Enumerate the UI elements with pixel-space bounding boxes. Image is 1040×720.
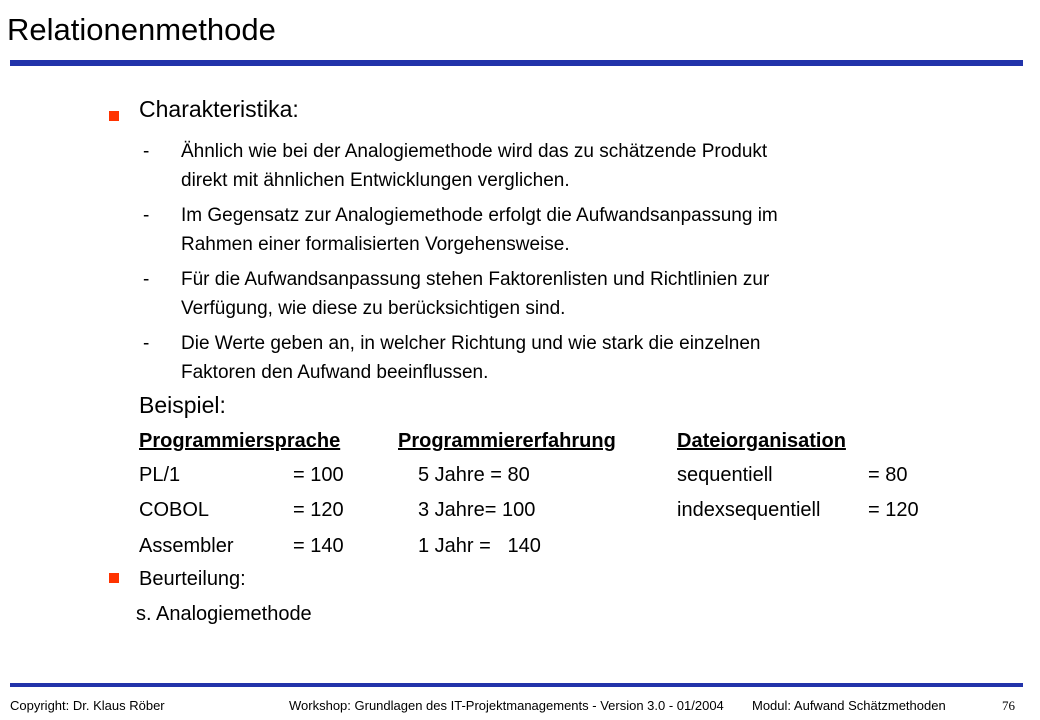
page-number: 76: [1002, 698, 1015, 713]
list-item-line: Faktoren den Aufwand beeinflussen.: [181, 362, 489, 383]
footer-module: Modul: Aufwand Schätzmethoden: [752, 698, 946, 713]
table-cell: = 80: [868, 464, 908, 486]
footer-copyright: Copyright: Dr. Klaus Röber: [10, 698, 165, 713]
footer-bar: [10, 683, 1023, 687]
characteristics-heading: Charakteristika:: [139, 96, 299, 122]
table-cell: 3 Jahre= 100: [418, 499, 536, 521]
list-item-line: Verfügung, wie diese zu berücksichtigen sind.: [181, 298, 566, 319]
list-item: [143, 265, 1003, 323]
list-item: [143, 201, 1003, 259]
table-header: Dateiorganisation: [677, 430, 846, 452]
table-cell: PL/1: [139, 464, 181, 486]
dash-marker: -: [143, 141, 150, 162]
bullet-square-icon: [109, 111, 119, 121]
slide-title: Relationenmethode: [7, 12, 276, 47]
evaluation-text: s. Analogiemethode: [136, 603, 312, 625]
table-cell: = 100: [293, 464, 344, 486]
list-item-line: Für die Aufwandsanpassung stehen Faktorenlisten und Richtlinien zur: [181, 269, 770, 290]
characteristics-list: [143, 137, 1003, 393]
list-item-line: Rahmen einer formalisierten Vorgehensweise.: [181, 234, 570, 255]
table-cell: 1 Jahr = 140: [418, 535, 541, 557]
table-cell: COBOL: [139, 499, 210, 521]
list-item: [143, 329, 1003, 387]
table-cell: 5 Jahre = 80: [418, 464, 530, 486]
list-item-line: Im Gegensatz zur Analogiemethode erfolgt die Aufwandsanpassung im: [181, 205, 778, 226]
title-underline-bar: [10, 60, 1023, 66]
table-cell: = 120: [293, 499, 344, 521]
table-header: Programmiererfahrung: [398, 430, 616, 452]
table-header: Programmiersprache: [139, 430, 341, 452]
dash-marker: -: [143, 333, 150, 354]
list-item-line: Ähnlich wie bei der Analogiemethode wird das zu schätzende Produkt: [181, 141, 768, 162]
table-cell: = 120: [868, 499, 919, 521]
example-heading: Beispiel:: [139, 392, 226, 418]
table-cell: Assembler: [139, 535, 234, 557]
bullet-square-icon: [109, 573, 119, 583]
list-item-line: Die Werte geben an, in welcher Richtung und wie stark die einzelnen: [181, 333, 761, 354]
evaluation-heading: Beurteilung:: [139, 568, 246, 590]
dash-marker: -: [143, 269, 150, 290]
footer-workshop: Workshop: Grundlagen des IT-Projektmanagements - Version 3.0 - 01/2004: [289, 698, 724, 713]
table-cell: sequentiell: [677, 464, 773, 486]
list-item: [143, 137, 1003, 195]
list-item-line: direkt mit ähnlichen Entwicklungen verglichen.: [181, 170, 570, 191]
table-cell: = 140: [293, 535, 344, 557]
dash-marker: -: [143, 205, 150, 226]
table-cell: indexsequentiell: [677, 499, 821, 521]
